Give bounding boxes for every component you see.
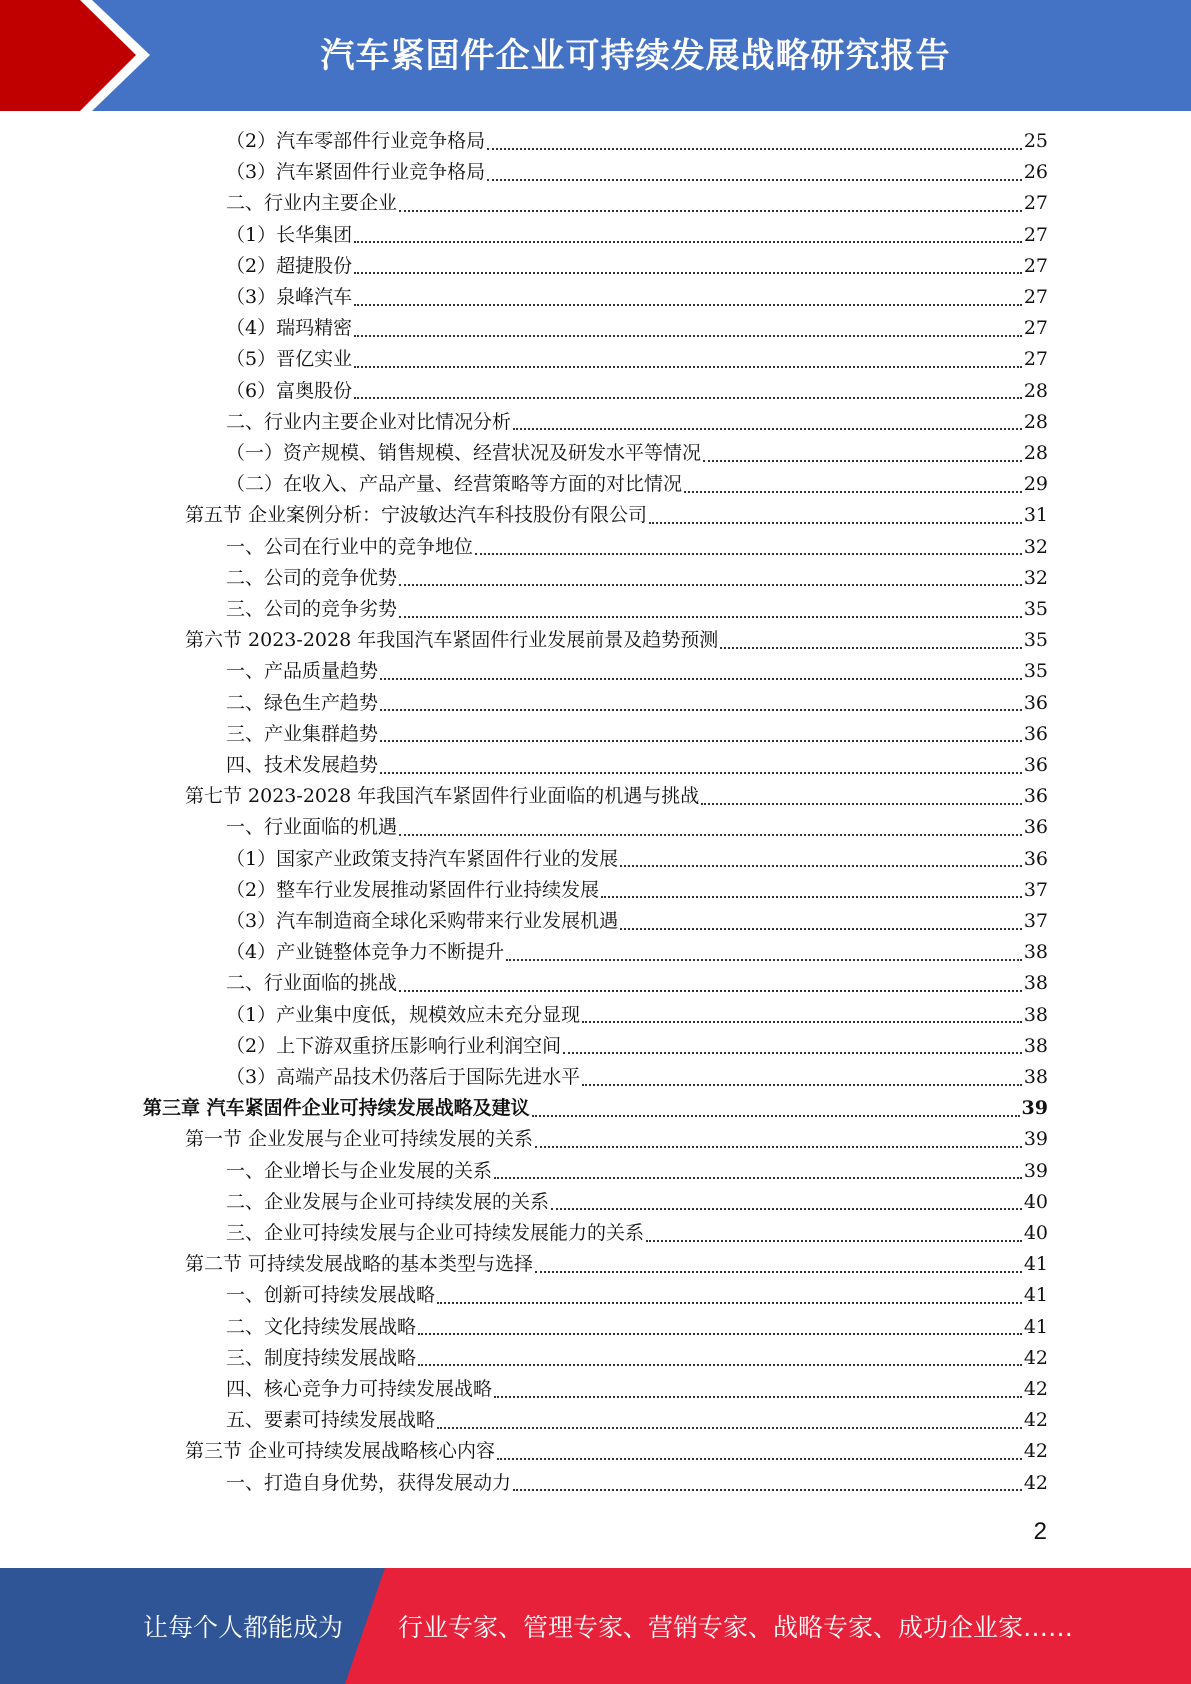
toc-leader-dots [354,241,1022,243]
toc-entry-label: （一）资产规模、销售规模、经营状况及研发水平等情况 [226,442,702,464]
toc-entry-label: 第五节 企业案例分析：宁波敏达汽车科技股份有限公司 [185,504,648,527]
toc-entry[interactable] [226,563,1048,594]
toc-entry[interactable] [226,688,1048,719]
toc-entry-label: 一、创新可持续发展战略 [226,1284,436,1307]
toc-entry-page: 38 [1023,1066,1048,1088]
toc-entry[interactable] [226,1187,1048,1218]
toc-entry-label: 一、产品质量趋势 [226,660,379,683]
toc-entry-label: 第七节 2023-2028 年我国汽车紧固件行业面临的机遇与挑战 [185,785,700,808]
toc-entry-page: 42 [1023,1378,1048,1400]
toc-entry[interactable] [226,1468,1048,1499]
toc-entry[interactable] [226,1312,1048,1343]
toc-leader-dots [475,553,1022,555]
toc-leader-dots [494,1177,1022,1179]
toc-entry[interactable] [143,1093,1048,1124]
toc-entry[interactable] [185,625,1048,656]
toc-entry-label: 一、企业增长与企业发展的关系 [226,1159,493,1182]
toc-leader-dots [437,1302,1022,1304]
toc-leader-dots [354,304,1022,306]
toc-entry-page: 27 [1023,254,1048,277]
toc-entry-label: 一、行业面临的机遇 [226,816,398,839]
toc-entry[interactable] [185,500,1048,531]
toc-entry-label: （2）超捷股份 [226,254,353,277]
page-number: 2 [1033,1518,1047,1545]
toc-entry-label: 三、产业集群趋势 [226,722,379,745]
toc-entry-label: （3）高端产品技术仍落后于国际先进水平 [226,1066,581,1088]
toc-entry[interactable] [226,1062,1048,1093]
toc-entry-page: 27 [1023,317,1048,340]
toc-entry-page: 42 [1023,1440,1048,1463]
toc-leader-dots [582,1021,1022,1023]
toc-entry-label: （5）晋亿实业 [226,348,353,371]
toc-entry-page: 35 [1023,629,1048,652]
toc-entry-label: （2）上下游双重挤压影响行业利润空间 [226,1034,562,1057]
toc-entry[interactable] [226,251,1048,282]
toc-leader-dots [535,1271,1022,1273]
toc-leader-dots [399,584,1022,586]
toc-entry[interactable] [185,1124,1048,1155]
toc-entry-label: 第三章 汽车紧固件企业可持续发展战略及建议 [143,1097,530,1120]
toc-entry[interactable] [226,282,1048,313]
toc-entry[interactable] [226,750,1048,781]
toc-entry-label: 一、打造自身优势，获得发展动力 [226,1471,512,1494]
page-header [0,0,1191,111]
toc-entry-label: 三、公司的竞争劣势 [226,598,398,620]
toc-entry-label: （1）国家产业政策支持汽车紧固件行业的发展 [226,847,619,870]
toc-entry-page: 28 [1023,442,1048,464]
toc-entry-label: 二、行业面临的挑战 [226,972,398,995]
toc-entry-page: 40 [1023,1222,1048,1244]
toc-leader-dots [354,335,1022,337]
toc-entry[interactable] [226,937,1048,968]
toc-entry-page: 35 [1023,598,1048,620]
page-footer [0,1568,1191,1684]
toc-leader-dots [380,678,1022,680]
toc-entry[interactable] [226,407,1048,438]
toc-entry[interactable] [226,313,1048,344]
toc-entry-page: 42 [1023,1409,1048,1432]
toc-leader-dots [354,272,1022,274]
toc-entry-label: 二、企业发展与企业可持续发展的关系 [226,1190,550,1213]
toc-entry[interactable] [185,1249,1048,1280]
toc-entry[interactable] [226,157,1048,188]
toc-entry[interactable] [226,1374,1048,1405]
toc-leader-dots [506,959,1022,961]
toc-leader-dots [494,1396,1022,1398]
toc-entry-page: 31 [1023,504,1048,527]
toc-entry-page: 35 [1023,660,1048,683]
toc-entry-label: 四、核心竞争力可持续发展战略 [226,1378,493,1400]
toc-entry-page: 27 [1023,348,1048,371]
toc-leader-dots [380,772,1022,774]
toc-leader-dots [437,1427,1022,1429]
toc-entry-label: 第二节 可持续发展战略的基本类型与选择 [185,1253,534,1276]
toc-entry-page: 38 [1023,941,1048,964]
toc-entry-label: （3）泉峰汽车 [226,286,353,308]
toc-leader-dots [720,647,1022,649]
toc-leader-dots [620,865,1022,867]
toc-leader-dots [497,1458,1022,1460]
toc-entry-page: 36 [1023,816,1048,839]
toc-leader-dots [513,428,1022,430]
toc-leader-dots [399,210,1022,212]
toc-entry[interactable] [226,656,1048,687]
toc-entry-page: 28 [1023,379,1048,402]
toc-entry-label: 三、企业可持续发展与企业可持续发展能力的关系 [226,1222,645,1244]
toc-entry[interactable] [226,1031,1048,1062]
toc-leader-dots [399,616,1022,618]
header-arrow-decoration [0,0,160,111]
footer-slogan-right: 行业专家、管理专家、营销专家、战略专家、成功企业家…… [398,1613,1074,1642]
toc-entry[interactable] [226,469,1048,500]
toc-entry[interactable] [226,220,1048,251]
toc-entry[interactable] [226,875,1048,906]
toc-leader-dots [380,740,1022,742]
toc-entry-page: 37 [1023,878,1048,901]
toc-entry-page: 36 [1023,691,1048,714]
toc-entry-label: 二、绿色生产趋势 [226,691,379,714]
toc-leader-dots [487,179,1022,181]
toc-leader-dots [703,460,1022,462]
toc-entry[interactable] [226,594,1048,625]
toc-entry[interactable] [226,719,1048,750]
toc-entry-page: 41 [1023,1315,1048,1338]
toc-entry-page: 41 [1023,1253,1048,1276]
footer-slogan-left: 让每个人都能成为 [143,1613,344,1642]
header-title: 汽车紧固件企业可持续发展战略研究报告 [320,36,951,76]
toc-leader-dots [649,522,1022,524]
toc-entry[interactable] [226,1405,1048,1436]
toc-entry-label: 二、行业内主要企业对比情况分析 [226,410,512,433]
toc-leader-dots [418,1333,1022,1335]
toc-leader-dots [380,709,1022,711]
toc-entry-label: （2）整车行业发展推动紧固件行业持续发展 [226,878,600,901]
toc-entry-page: 29 [1023,473,1048,496]
toc-entry-page: 38 [1023,1003,1048,1026]
toc-leader-dots [354,397,1022,399]
toc-entry-label: （3）汽车紧固件行业竞争格局 [226,161,486,184]
toc-entry-page: 32 [1023,566,1048,589]
toc-entry-label: 第六节 2023-2028 年我国汽车紧固件行业发展前景及趋势预测 [185,629,719,652]
toc-entry-page: 39 [1021,1097,1048,1120]
toc-leader-dots [532,1115,1020,1117]
toc-entry-page: 38 [1023,972,1048,995]
toc-entry[interactable] [226,844,1048,875]
toc-leader-dots [399,834,1022,836]
toc-entry[interactable] [226,1280,1048,1311]
toc-entry-label: （1）产业集中度低，规模效应未充分显现 [226,1003,581,1026]
toc-entry-label: 三、制度持续发展战略 [226,1346,417,1369]
toc-leader-dots [684,491,1022,493]
toc-entry-label: （1）长华集团 [226,223,353,246]
toc-entry-label: 第三节 企业可持续发展战略核心内容 [185,1440,496,1463]
toc-leader-dots [701,803,1022,805]
toc-entry-label: 二、文化持续发展战略 [226,1315,417,1338]
toc-entry[interactable] [185,781,1048,812]
toc-entry-label: （6）富奥股份 [226,379,353,402]
toc-entry-label: 二、公司的竞争优势 [226,566,398,589]
toc-entry-page: 26 [1023,161,1048,184]
toc-leader-dots [399,990,1022,992]
toc-leader-dots [487,148,1022,150]
toc-entry-page: 36 [1023,754,1048,776]
toc-entry[interactable] [226,1156,1048,1187]
toc-entry-page: 27 [1023,223,1048,246]
toc-entry[interactable] [226,906,1048,937]
toc-entry-page: 36 [1023,785,1048,808]
toc-leader-dots [601,896,1022,898]
toc-leader-dots [563,1052,1022,1054]
toc-entry-label: 二、行业内主要企业 [226,192,398,215]
toc-leader-dots [582,1084,1022,1086]
toc-entry[interactable] [185,1436,1048,1467]
toc-entry[interactable] [226,344,1048,375]
toc-entry-page: 36 [1023,722,1048,745]
toc-entry[interactable] [226,376,1048,407]
toc-entry[interactable] [226,812,1048,843]
toc-entry[interactable] [226,1000,1048,1031]
toc-entry-page: 27 [1023,286,1048,308]
toc-entry-page: 36 [1023,847,1048,870]
toc-entry-label: （2）汽车零部件行业竞争格局 [226,130,486,152]
toc-entry-page: 38 [1023,1034,1048,1057]
toc-entry[interactable] [226,188,1048,219]
toc-entry-label: 五、要素可持续发展战略 [226,1409,436,1432]
toc-entry-page: 40 [1023,1190,1048,1213]
toc-entry-page: 42 [1023,1346,1048,1369]
toc-entry[interactable] [226,126,1048,157]
toc-entry-page: 39 [1023,1159,1048,1182]
toc-entry-page: 27 [1023,192,1048,215]
toc-entry-page: 28 [1023,410,1048,433]
toc-entry-page: 25 [1023,130,1048,152]
toc-entry-label: 四、技术发展趋势 [226,754,379,776]
toc-entry[interactable] [226,438,1048,469]
toc-entry-label: （二）在收入、产品产量、经营策略等方面的对比情况 [226,473,683,496]
toc-entry-page: 41 [1023,1284,1048,1307]
toc-entry-label: 第一节 企业发展与企业可持续发展的关系 [185,1128,534,1151]
toc-entry-label: （4）产业链整体竞争力不断提升 [226,941,505,964]
toc-entry-label: （3）汽车制造商全球化采购带来行业发展机遇 [226,910,619,932]
toc-entry-label: 一、公司在行业中的竞争地位 [226,535,474,558]
toc-leader-dots [354,366,1022,368]
toc-entry-page: 37 [1023,910,1048,932]
toc-entry-page: 42 [1023,1471,1048,1494]
toc-leader-dots [620,928,1022,930]
toc-entry[interactable] [226,968,1048,999]
toc-leader-dots [535,1146,1022,1148]
toc-entry[interactable] [226,1218,1048,1249]
toc-entry[interactable] [226,532,1048,563]
toc-entry-page: 39 [1023,1128,1048,1151]
toc-leader-dots [551,1208,1022,1210]
toc-leader-dots [646,1240,1022,1242]
toc-leader-dots [513,1489,1022,1491]
toc-entry-label: （4）瑞玛精密 [226,317,353,340]
toc-leader-dots [418,1364,1022,1366]
toc-entry-page: 32 [1023,535,1048,558]
toc-entry[interactable] [226,1343,1048,1374]
